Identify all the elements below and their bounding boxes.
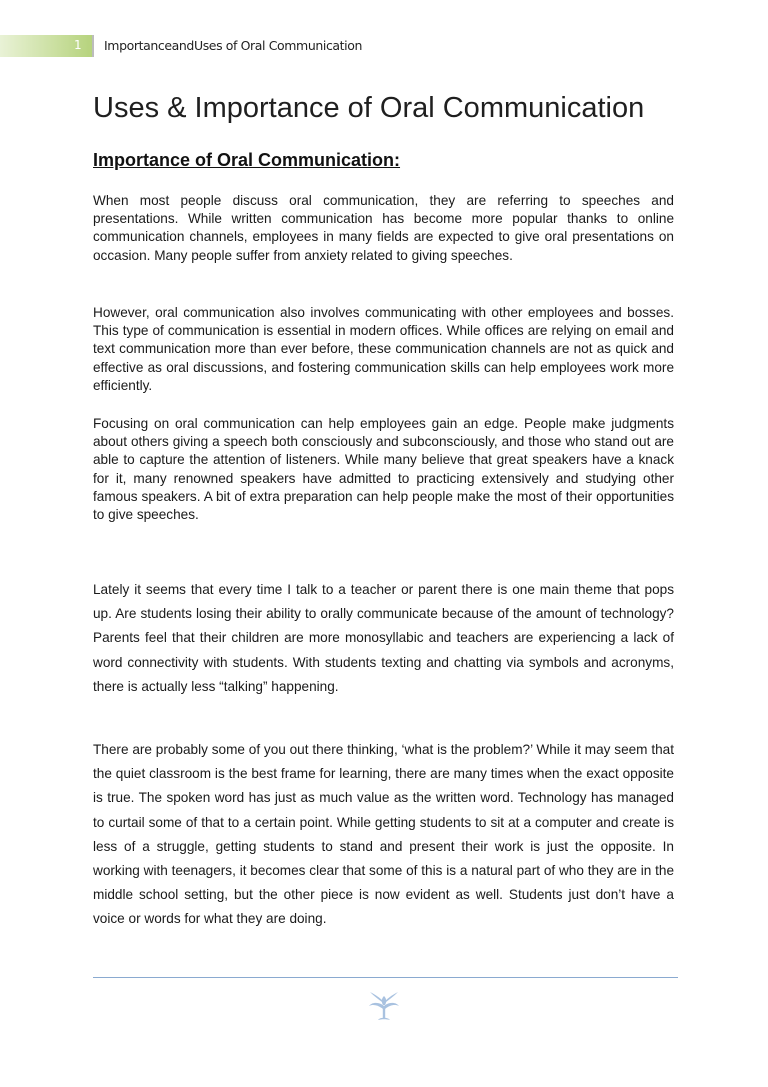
document-title: Uses & Importance of Oral Communication [93,92,645,124]
paragraph-2: However, oral communication also involves communicating with other employees and bosses. This type of communication is essential in modern offices. While offices are relying on email and text communication more than ever before, these communication channels are not as quick and effective as oral discussions, and fostering communication skills can help employees work more efficiently. [93,305,674,393]
header-divider [92,35,94,57]
paragraph-3: Focusing on oral communication can help employees gain an edge. People make judgments about others giving a speech both consciously and subconsciously, and those who stand out are able to capture the attention of listeners. While many believe that great speakers have a knack for it, many renowned speakers have admitted to practicing extensively and studying other famous speakers. A bit of extra preparation can help people make the most of their opportunities to give speeches. [93,416,674,523]
page-number-tab [0,35,92,57]
running-header-title: ImportanceandUses of Oral Communication [104,38,363,53]
section-heading: Importance of Oral Communication: [93,150,401,170]
paragraph-1: When most people discuss oral communication, they are referring to speeches and presentations. While written communication has become more popular thanks to online communication channels, employees in many fields are expected to give oral presentations on occasion. Many people suffer from anxiety related to giving speeches. [93,193,674,263]
page-header [0,35,768,57]
fleur-ornament-icon [367,988,401,1024]
footer-divider [93,977,678,978]
paragraph-5: There are probably some of you out there thinking, ‘what is the problem?’ While it may seem that the quiet classroom is the best frame for learning, there are many times when the exact opposite is true. The spoken word has just as much value as the written word. Technology has managed to curtail some of that to a certain point. While getting students to sit at a computer and create is less of a struggle, getting students to stand and present their work is just the opposite. In working with teenagers, it becomes clear that some of this is a natural part of who they are in the middle school setting, but the other piece is now evident as well. Students just don’t have a voice or words for what they are doing. [93,742,674,927]
page-number: 1 [74,38,82,52]
paragraph-4: Lately it seems that every time I talk to a teacher or parent there is one main theme that pops up. Are students losing their ability to orally communicate because of the amount of technology? Parents feel that their children are more monosyllabic and teachers are experiencing a lack of word connectivity with students. With students texting and chatting via symbols and acronyms, there is actually less “talking” happening. [93,582,674,694]
